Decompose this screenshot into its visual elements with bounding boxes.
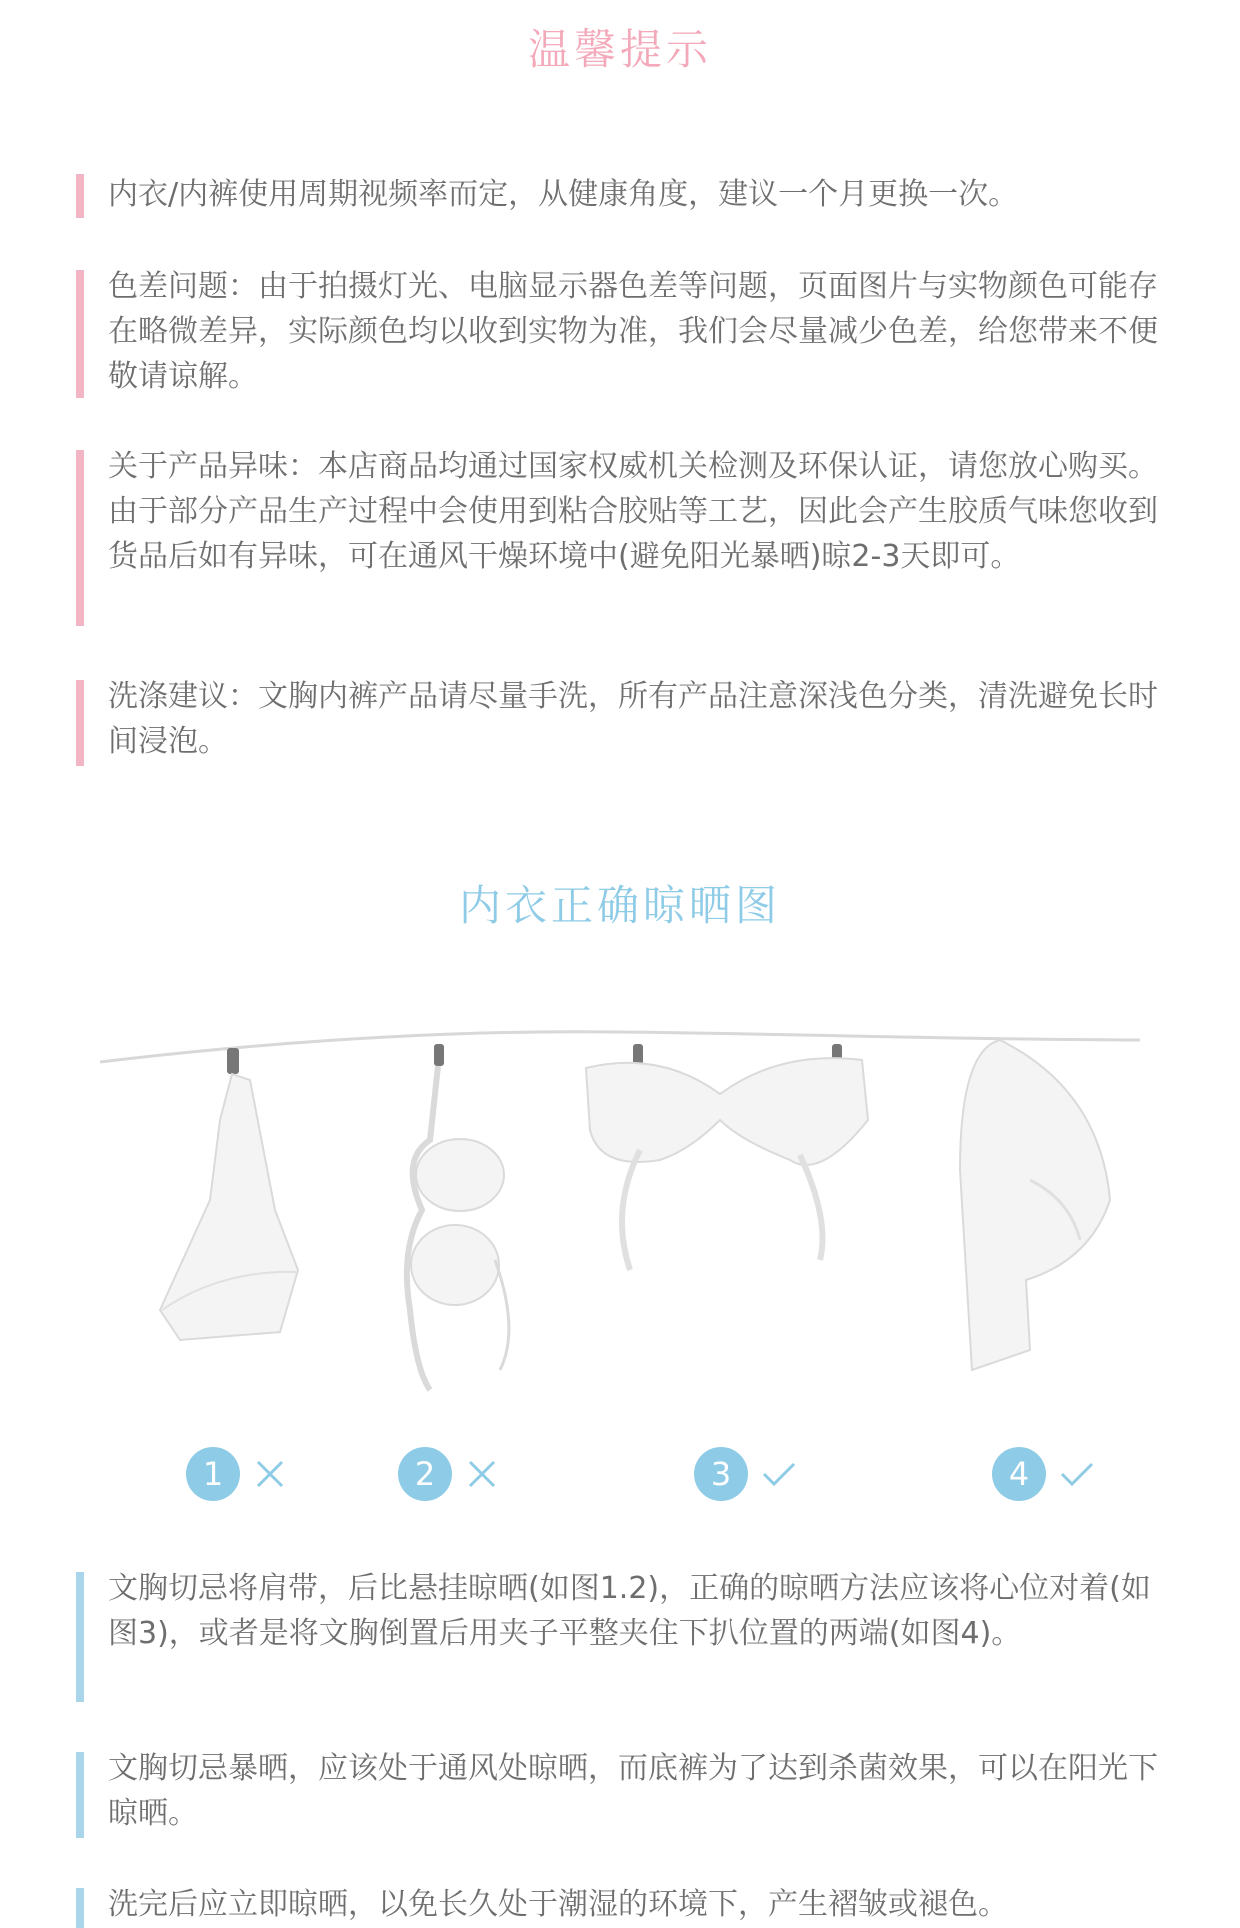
drying-note-bar bbox=[76, 1572, 84, 1702]
tips-title: 温馨提示 bbox=[527, 25, 712, 74]
drying-note-bar bbox=[76, 1888, 84, 1928]
clothesline-illustration bbox=[100, 1010, 1140, 1410]
tip-item: 内衣/内裤使用周期视频率而定，从健康角度，建议一个月更换一次。 bbox=[108, 177, 1019, 212]
step-number: 1 bbox=[186, 1447, 240, 1501]
cross-icon bbox=[250, 1454, 290, 1494]
check-icon bbox=[758, 1454, 798, 1494]
drying-note: 洗完后应立即晾晒，以免长久处于潮湿的环境下，产生褶皱或褪色。 bbox=[108, 1887, 1008, 1922]
step-4 bbox=[992, 1446, 1096, 1502]
tip-bar bbox=[76, 270, 84, 398]
tip-bar bbox=[76, 680, 84, 766]
drying-note-bar bbox=[76, 1752, 84, 1838]
drying-note: 文胸切忌暴晒，应该处于通风处晾晒，而底裤为了达到杀菌效果，可以在阳光下晾晒。 bbox=[108, 1751, 1158, 1831]
step-1 bbox=[186, 1446, 290, 1502]
drying-title: 内衣正确晾晒图 bbox=[458, 881, 781, 930]
bra-2-illustration bbox=[407, 1044, 509, 1390]
tip-item: 色差问题：由于拍摄灯光、电脑显示器色差等问题，页面图片与实物颜色可能存在略微差异，实际颜色均以收到实物为准，我们会尽量减少色差，给您带来不便 敬请谅解。 bbox=[108, 269, 1158, 394]
tip-bar bbox=[76, 450, 84, 626]
bra-3-illustration bbox=[586, 1044, 868, 1270]
tip-item: 洗涤建议：文胸内裤产品请尽量手洗，所有产品注意深浅色分类，清洗避免长时间浸泡。 bbox=[108, 679, 1158, 759]
cross-icon bbox=[462, 1454, 502, 1494]
tip-item: 关于产品异味：本店商品均通过国家权威机关检测及环保认证，请您放心购买。由于部分产品生产过程中会使用到粘合胶贴等工艺，因此会产生胶质气味您收到货品后如有异味，可在通风干燥环境中(避免阳光暴晒)晾2-3天即可。 bbox=[108, 449, 1158, 574]
bra-1-illustration bbox=[160, 1048, 298, 1340]
step-number: 2 bbox=[398, 1447, 452, 1501]
check-icon bbox=[1056, 1454, 1096, 1494]
step-3 bbox=[694, 1446, 798, 1502]
tip-bar bbox=[76, 174, 84, 218]
step-2 bbox=[398, 1446, 502, 1502]
step-number: 4 bbox=[992, 1447, 1046, 1501]
step-number: 3 bbox=[694, 1447, 748, 1501]
bra-4-illustration bbox=[960, 1040, 1110, 1370]
drying-note: 文胸切忌将肩带，后比悬挂晾晒(如图1.2)，正确的晾晒方法应该将心位对着(如图3)，或者是将文胸倒置后用夹子平整夹住下扒位置的两端(如图4)。 bbox=[108, 1571, 1151, 1651]
